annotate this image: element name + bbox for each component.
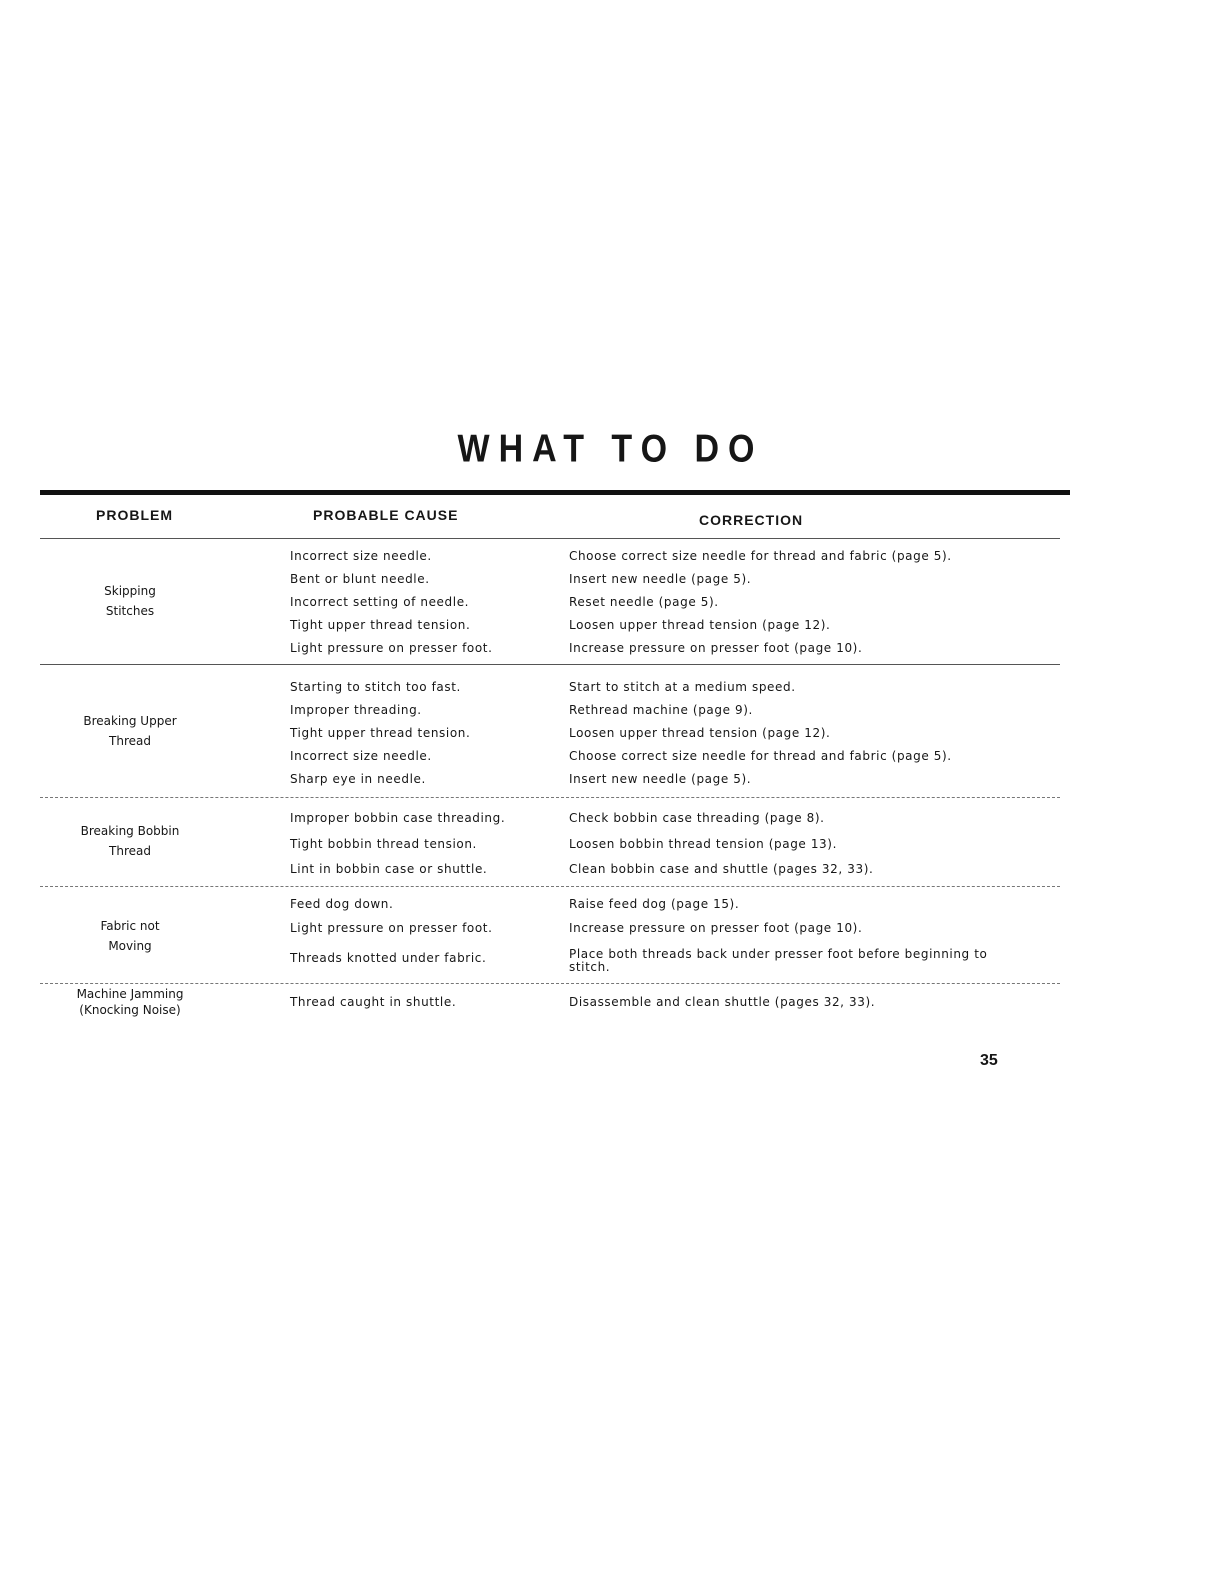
cause-cell: Tight upper thread tension.: [290, 726, 471, 740]
cause-cell: Incorrect size needle.: [290, 749, 432, 763]
cause-cell: Light pressure on presser foot.: [290, 641, 493, 655]
cause-cell: Tight bobbin thread tension.: [290, 837, 477, 851]
correction-cell: Increase pressure on presser foot (page 10).: [569, 641, 863, 655]
correction-cell: Rethread machine (page 9).: [569, 703, 753, 717]
correction-cell: Increase pressure on presser foot (page 10).: [569, 921, 863, 935]
problem-breaking-upper-thread: Breaking Upper Thread: [83, 714, 177, 748]
correction-cell: Insert new needle (page 5).: [569, 772, 752, 786]
correction-cell: Choose correct size needle for thread and fabric (page 5).: [569, 549, 952, 563]
header-problem: PROBLEM: [96, 507, 173, 523]
correction-cell: Loosen bobbin thread tension (page 13).: [569, 837, 837, 851]
group-divider: [40, 886, 1060, 887]
cause-cell: Threads knotted under fabric.: [290, 951, 487, 965]
cause-cell: Light pressure on presser foot.: [290, 921, 493, 935]
problem-skipping-stitches: Skipping Stitches: [104, 584, 156, 618]
problem-fabric-not-moving: Fabric not Moving: [100, 919, 160, 953]
group-divider: [40, 797, 1060, 798]
header-top-rule: [40, 490, 1070, 495]
cause-cell: Incorrect setting of needle.: [290, 595, 470, 609]
cause-cell: Thread caught in shuttle.: [290, 995, 457, 1009]
correction-cell: Place both threads back under presser foot before beginning to stitch.: [569, 947, 988, 974]
problem-machine-jamming: Machine Jamming (Knocking Noise): [76, 987, 184, 1017]
cause-cell: Lint in bobbin case or shuttle.: [290, 862, 488, 876]
correction-cell: Disassemble and clean shuttle (pages 32, 33).: [569, 995, 876, 1009]
correction-cell: Raise feed dog (page 15).: [569, 897, 740, 911]
page-title: WHAT TO DO: [457, 427, 764, 471]
correction-cell: Loosen upper thread tension (page 12).: [569, 618, 831, 632]
cause-cell: Starting to stitch too fast.: [290, 680, 461, 694]
cause-cell: Sharp eye in needle.: [290, 772, 426, 786]
cause-cell: Tight upper thread tension.: [290, 618, 471, 632]
header-bottom-rule: [40, 538, 1060, 539]
cause-cell: Bent or blunt needle.: [290, 572, 430, 586]
header-correction: CORRECTION: [699, 512, 804, 528]
cause-cell: Improper threading.: [290, 703, 422, 717]
correction-cell: Loosen upper thread tension (page 12).: [569, 726, 831, 740]
problem-breaking-bobbin-thread: Breaking Bobbin Thread: [80, 824, 180, 858]
correction-cell: Check bobbin case threading (page 8).: [569, 811, 825, 825]
correction-cell: Start to stitch at a medium speed.: [569, 680, 796, 694]
page-number: 35: [980, 1052, 998, 1069]
correction-cell: Choose correct size needle for thread and fabric (page 5).: [569, 749, 952, 763]
group-divider: [40, 983, 1060, 984]
group-divider: [40, 664, 1060, 665]
header-probable-cause: PROBABLE CAUSE: [313, 507, 459, 523]
cause-cell: Improper bobbin case threading.: [290, 811, 506, 825]
correction-cell: Insert new needle (page 5).: [569, 572, 752, 586]
correction-cell: Reset needle (page 5).: [569, 595, 719, 609]
correction-cell: Clean bobbin case and shuttle (pages 32, 33).: [569, 862, 874, 876]
cause-cell: Incorrect size needle.: [290, 549, 432, 563]
cause-cell: Feed dog down.: [290, 897, 394, 911]
